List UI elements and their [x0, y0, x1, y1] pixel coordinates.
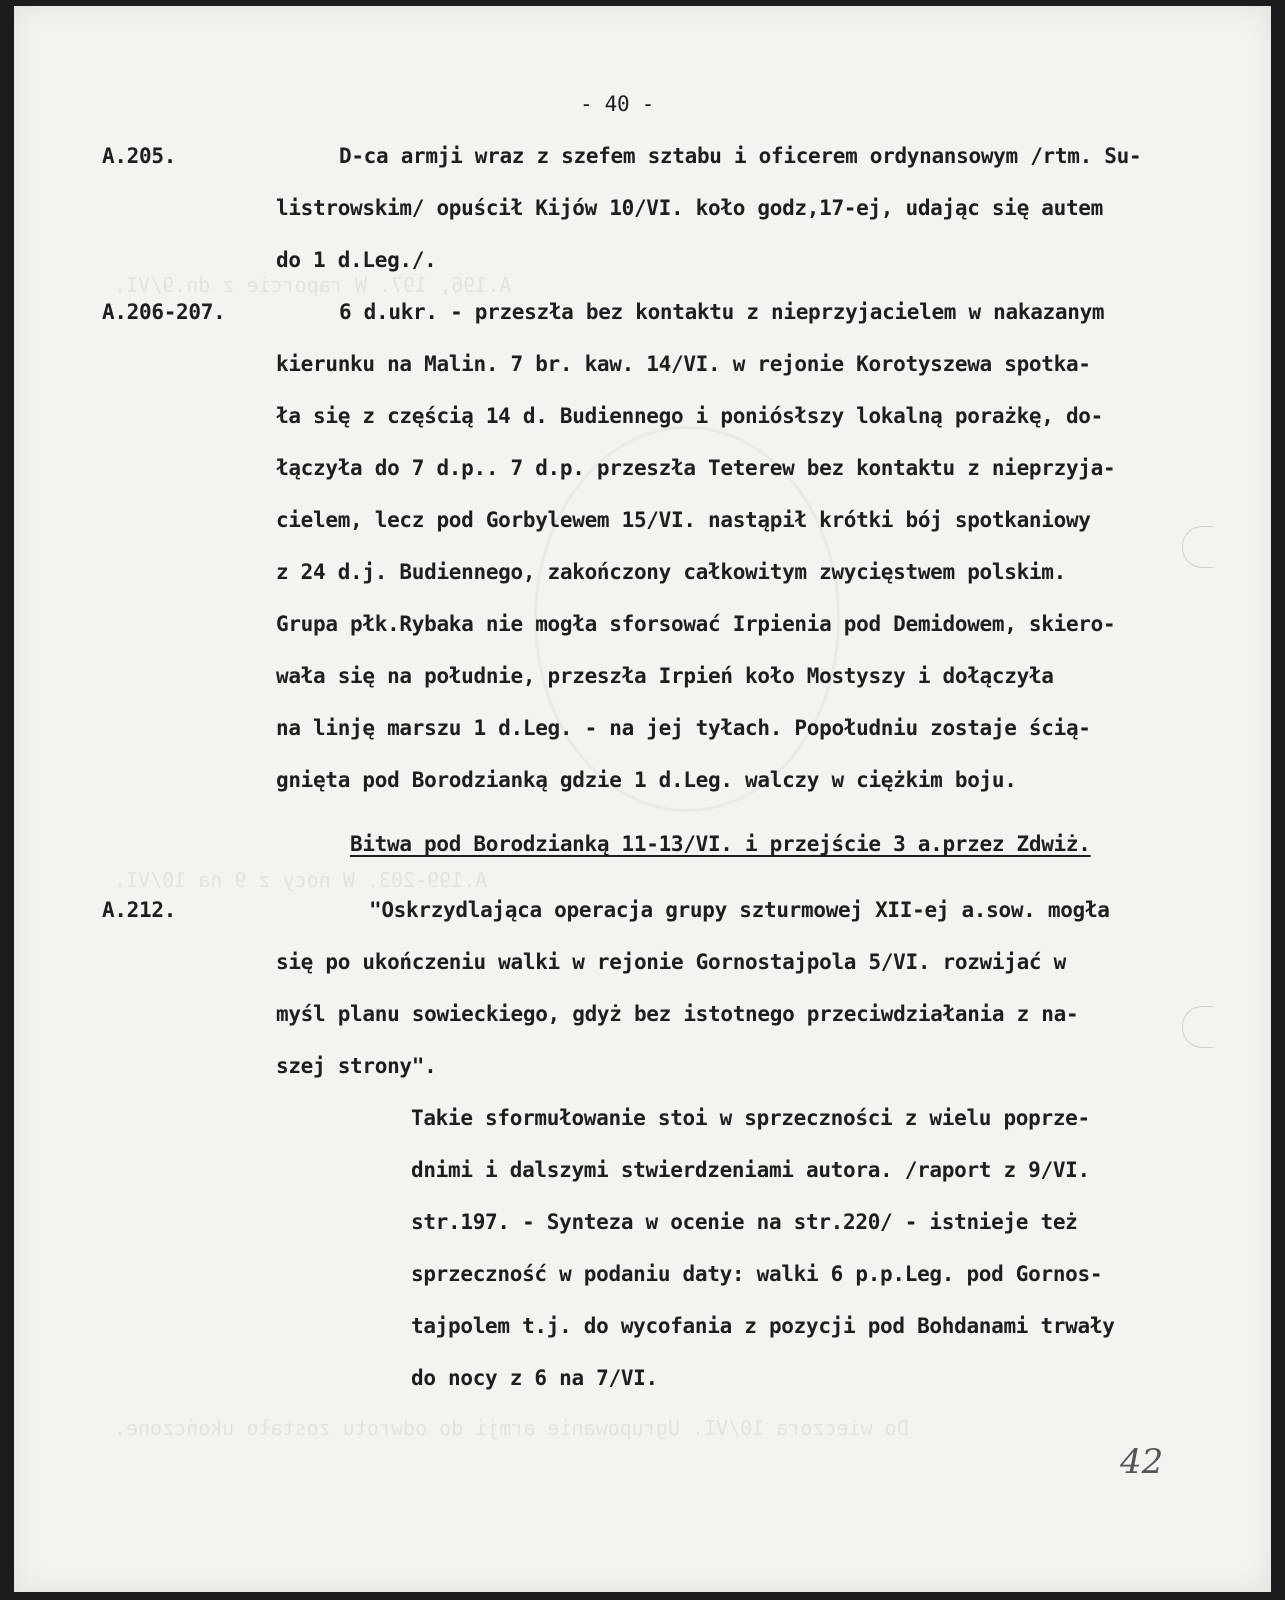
text-line: ła się z częścią 14 d. Budiennego i poniósłszy lokalną porażkę, do- — [276, 404, 1103, 428]
comment-line: do nocy z 6 na 7/VI. — [411, 1366, 658, 1390]
document-page — [14, 6, 1271, 1592]
text-line: 6 d.ukr. - przeszła bez kontaktu z nieprzyjacielem w nakazanym — [339, 300, 1105, 324]
comment-line: str.197. - Synteza w ocenie na str.220/ - istnieje też — [411, 1210, 1078, 1234]
bleed-through-text: A.199-203. W nocy z 9 na 10/VI. — [114, 868, 488, 892]
bleed-through-text: Do wieczora 10/VI. Ugrupowanie armji do odwrotu zostało ukończone. — [114, 1416, 909, 1440]
quote-line: myśl planu sowieckiego, gdyż bez istotnego przeciwdziałania z na- — [276, 1002, 1079, 1026]
comment-line: tajpolem t.j. do wycofania z pozycji pod Bohdanami trwały — [411, 1314, 1115, 1338]
text-line: łączyła do 7 d.p.. 7 d.p. przeszła Teterew bez kontaktu z nieprzyja- — [276, 456, 1116, 480]
section-heading: Bitwa pod Borodzianką 11-13/VI. i przejście 3 a.przez Zdwiż. — [350, 832, 1091, 856]
text-line: na linję marszu 1 d.Leg. - na jej tyłach. Popołudniu zostaje ścią- — [276, 716, 1091, 740]
text-line: Grupa płk.Rybaka nie mogła sforsować Irpienia pod Demidowem, skiero- — [276, 612, 1116, 636]
comment-line: dnimi i dalszymi stwierdzeniami autora. /raport z 9/VI. — [411, 1158, 1090, 1182]
handwritten-page-number: 42 — [1120, 1442, 1164, 1482]
bleed-through-text: A.196, 197. W raporcie z dn.9/VI. — [114, 273, 512, 297]
quote-line: "Oskrzydlająca operacja grupy szturmowej XII-ej a.sow. mogła — [369, 898, 1110, 922]
text-line: kierunku na Malin. 7 br. kaw. 14/VI. w rejonie Korotyszewa spotka- — [276, 352, 1091, 376]
text-line: cielem, lecz pod Gorbylewem 15/VI. nastąpił krótki bój spotkaniowy — [276, 508, 1091, 532]
text-line: wała się na południe, przeszła Irpień koło Mostyszy i dołączyła — [276, 664, 1054, 688]
punch-hole — [1182, 526, 1213, 568]
text-line: z 24 d.j. Budiennego, zakończony całkowitym zwycięstwem polskim. — [276, 560, 1066, 584]
text-line: gnięta pod Borodzianką gdzie 1 d.Leg. walczy w ciężkim boju. — [276, 768, 1017, 792]
punch-hole — [1182, 1006, 1213, 1048]
quote-line: się po ukończeniu walki w rejonie Gornostajpola 5/VI. rozwijać w — [276, 950, 1066, 974]
ref-label: A.212. — [102, 898, 177, 922]
comment-line: Takie sformułowanie stoi w sprzeczności z wielu poprze- — [411, 1106, 1090, 1130]
comment-line: sprzeczność w podaniu daty: walki 6 p.p.Leg. pod Gornos- — [411, 1262, 1103, 1286]
text-line: do 1 d.Leg./. — [276, 248, 437, 272]
page-number: - 40 - — [580, 92, 655, 116]
ref-label: A.205. — [102, 144, 177, 168]
text-line: D-ca armji wraz z szefem sztabu i oficerem ordynansowym /rtm. Su- — [339, 144, 1142, 168]
ref-label: A.206-207. — [102, 300, 226, 324]
text-line: listrowskim/ opuścił Kijów 10/VI. koło godz,17-ej, udając się autem — [276, 196, 1103, 220]
quote-line: szej strony". — [276, 1054, 437, 1078]
